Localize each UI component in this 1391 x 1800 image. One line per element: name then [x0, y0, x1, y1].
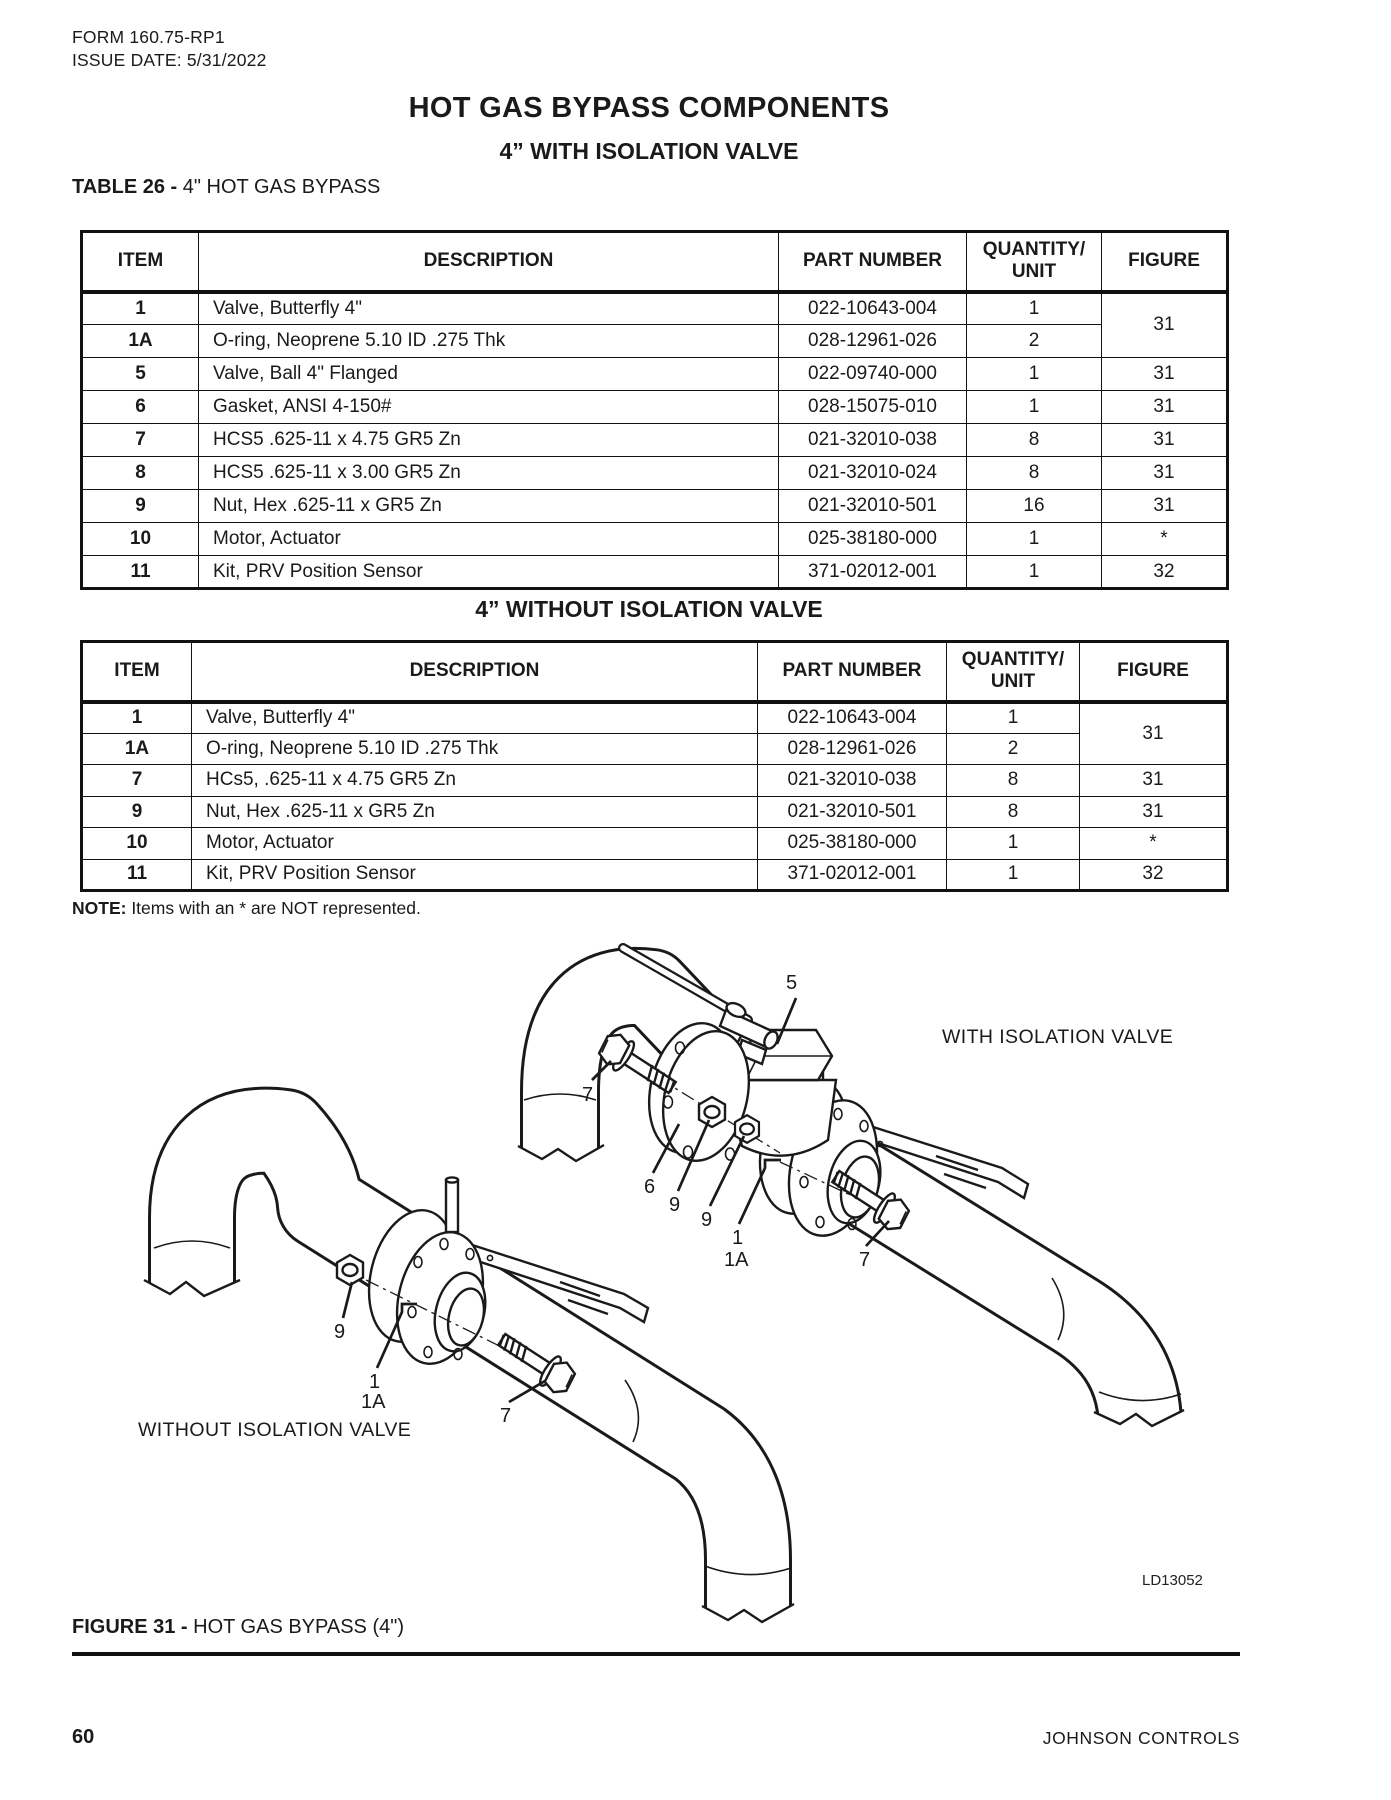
column-header: PART NUMBER — [758, 642, 947, 702]
table-cell: Valve, Butterfly 4" — [192, 702, 758, 734]
column-header: ITEM — [82, 232, 199, 292]
table-cell: 31 — [1102, 490, 1228, 523]
column-header: DESCRIPTION — [192, 642, 758, 702]
note-label: NOTE: — [72, 898, 127, 918]
table-cell: Gasket, ANSI 4-150# — [199, 391, 779, 424]
table-26-caption-bold: TABLE 26 - — [72, 176, 183, 198]
table-cell: 31 — [1080, 765, 1228, 797]
table-row — [82, 358, 1228, 391]
callout-1-top: 1 — [732, 1227, 744, 1249]
table-cell: Motor, Actuator — [192, 828, 758, 860]
table-cell: 1A — [82, 733, 192, 765]
column-header: QUANTITY/ UNIT — [947, 642, 1080, 702]
figure-caption — [72, 1616, 404, 1639]
table-cell: * — [1080, 828, 1228, 860]
table-row — [82, 490, 1228, 523]
table-cell: 8 — [967, 424, 1102, 457]
table-cell: 2 — [967, 325, 1102, 358]
assembly-without-isolation-valve — [144, 1131, 794, 1646]
issue-date: ISSUE DATE: 5/31/2022 — [72, 50, 267, 70]
table-cell: 11 — [82, 859, 192, 891]
table-cell: 32 — [1102, 556, 1228, 589]
parts-table-with-isolation-valve — [80, 230, 1229, 590]
form-number: FORM 160.75-RP1 — [72, 27, 225, 47]
table-cell: Kit, PRV Position Sensor — [199, 556, 779, 589]
table-cell: 6 — [82, 391, 199, 424]
table-cell: 9 — [82, 796, 192, 828]
table-cell: 022-10643-004 — [779, 292, 967, 325]
table-cell: 1 — [967, 556, 1102, 589]
table-cell: Nut, Hex .625-11 x GR5 Zn — [192, 796, 758, 828]
table-cell: Valve, Ball 4" Flanged — [199, 358, 779, 391]
table-cell: 5 — [82, 358, 199, 391]
table-cell: HCS5 .625-11 x 3.00 GR5 Zn — [199, 457, 779, 490]
table-cell: 8 — [82, 457, 199, 490]
table-cell: 31 — [1102, 424, 1228, 457]
table-cell: 31 — [1080, 702, 1228, 765]
figure-caption-bold: FIGURE 31 - — [72, 1616, 194, 1638]
table-row — [82, 765, 1228, 797]
table-cell: 9 — [82, 490, 199, 523]
table-cell: 1 — [947, 702, 1080, 734]
table-cell: 028-12961-026 — [758, 733, 947, 765]
callout-9-a: 9 — [669, 1194, 681, 1216]
title-block — [72, 92, 1226, 165]
table-cell: 1 — [967, 523, 1102, 556]
table-cell: 022-09740-000 — [779, 358, 967, 391]
table-cell: 371-02012-001 — [758, 859, 947, 891]
column-header: DESCRIPTION — [199, 232, 779, 292]
table-cell: 8 — [947, 765, 1080, 797]
table-cell: 021-32010-038 — [779, 424, 967, 457]
company-name: JOHNSON CONTROLS — [1042, 1728, 1240, 1748]
hex-nut — [735, 1115, 759, 1143]
with-isolation-valve-label: WITH ISOLATION VALVE — [942, 1026, 1174, 1048]
table-cell: 32 — [1080, 859, 1228, 891]
table-cell: 1 — [82, 702, 192, 734]
figure-31 — [80, 930, 1250, 1648]
table-cell: 028-12961-026 — [779, 325, 967, 358]
table-cell: 021-32010-038 — [758, 765, 947, 797]
table-cell: 025-38180-000 — [779, 523, 967, 556]
table-26-caption-rest: 4" HOT GAS BYPASS — [182, 176, 381, 198]
table-row — [82, 424, 1228, 457]
callout-7-bottom: 7 — [500, 1405, 512, 1427]
callout-1a-top: 1A — [724, 1249, 749, 1271]
table-cell: Kit, PRV Position Sensor — [192, 859, 758, 891]
section-2-title: 4” WITHOUT ISOLATION VALVE — [475, 596, 823, 622]
key-pin — [446, 1177, 458, 1232]
callout-7-right: 7 — [859, 1249, 871, 1271]
figure-caption-rest: HOT GAS BYPASS (4") — [193, 1616, 404, 1638]
table-cell: 021-32010-501 — [758, 796, 947, 828]
table-row — [82, 457, 1228, 490]
hex-nut — [699, 1097, 725, 1127]
note-line — [72, 898, 421, 919]
table-cell: 1 — [947, 828, 1080, 860]
table-cell: 7 — [82, 765, 192, 797]
table-cell: Motor, Actuator — [199, 523, 779, 556]
table-cell: 11 — [82, 556, 199, 589]
table-cell: 021-32010-024 — [779, 457, 967, 490]
table-cell: 8 — [947, 796, 1080, 828]
column-header: QUANTITY/ UNIT — [967, 232, 1102, 292]
callout-6: 6 — [644, 1176, 656, 1198]
form-header — [72, 26, 267, 72]
table-cell: 028-15075-010 — [779, 391, 967, 424]
table-cell: * — [1102, 523, 1228, 556]
table-row — [82, 391, 1228, 424]
table-cell: 1 — [967, 292, 1102, 325]
table-cell: 31 — [1080, 796, 1228, 828]
table-cell: 31 — [1102, 457, 1228, 490]
column-header: FIGURE — [1102, 232, 1228, 292]
callout-9-bottom: 9 — [334, 1321, 346, 1343]
header-row — [82, 642, 1228, 702]
callout-1-bottom: 1 — [369, 1371, 381, 1393]
table-cell: 8 — [967, 457, 1102, 490]
table-cell: 7 — [82, 424, 199, 457]
table-cell: HCS5 .625-11 x 4.75 GR5 Zn — [199, 424, 779, 457]
table-row — [82, 523, 1228, 556]
table-cell: 1 — [947, 859, 1080, 891]
column-header: FIGURE — [1080, 642, 1228, 702]
without-isolation-valve-label: WITHOUT ISOLATION VALVE — [138, 1419, 412, 1441]
table-cell: 31 — [1102, 292, 1228, 358]
callout-9-b: 9 — [701, 1209, 713, 1231]
table-26-caption — [72, 176, 380, 199]
table-cell: Nut, Hex .625-11 x GR5 Zn — [199, 490, 779, 523]
page-subtitle: 4” WITH ISOLATION VALVE — [499, 138, 799, 164]
table-row — [82, 325, 1228, 358]
table-row — [82, 292, 1228, 325]
page-number: 60 — [72, 1726, 95, 1748]
table-cell: O-ring, Neoprene 5.10 ID .275 Thk — [199, 325, 779, 358]
table-row — [82, 733, 1228, 765]
table-row — [82, 828, 1228, 860]
table-cell: 1 — [82, 292, 199, 325]
parts-table-without-isolation-valve — [80, 640, 1229, 892]
table-row — [82, 702, 1228, 734]
column-header: PART NUMBER — [779, 232, 967, 292]
table-cell: 022-10643-004 — [758, 702, 947, 734]
table-cell: HCs5, .625-11 x 4.75 GR5 Zn — [192, 765, 758, 797]
table-cell: 371-02012-001 — [779, 556, 967, 589]
drawing-code: LD13052 — [1142, 1572, 1203, 1589]
table-cell: 025-38180-000 — [758, 828, 947, 860]
pipe-run — [144, 1131, 794, 1646]
table-cell: Valve, Butterfly 4" — [199, 292, 779, 325]
table-cell: O-ring, Neoprene 5.10 ID .275 Thk — [192, 733, 758, 765]
table-cell: 1 — [967, 391, 1102, 424]
table-row — [82, 796, 1228, 828]
callout-7-top: 7 — [582, 1084, 594, 1106]
bottom-rule — [72, 1652, 1240, 1656]
table-cell: 10 — [82, 523, 199, 556]
header-row — [82, 232, 1228, 292]
table-cell: 021-32010-501 — [779, 490, 967, 523]
table-cell: 1 — [967, 358, 1102, 391]
table-cell: 31 — [1102, 358, 1228, 391]
table-row — [82, 556, 1228, 589]
hex-nut — [337, 1255, 363, 1285]
table-cell: 31 — [1102, 391, 1228, 424]
table-cell: 16 — [967, 490, 1102, 523]
table-cell: 1A — [82, 325, 199, 358]
callout-1a-bottom: 1A — [361, 1391, 386, 1413]
note-text: Items with an * are NOT represented. — [126, 898, 421, 918]
table-cell: 10 — [82, 828, 192, 860]
page-title: HOT GAS BYPASS COMPONENTS — [408, 92, 890, 124]
table-row — [82, 859, 1228, 891]
column-header: ITEM — [82, 642, 192, 702]
table-cell: 2 — [947, 733, 1080, 765]
callout-5: 5 — [786, 972, 798, 994]
